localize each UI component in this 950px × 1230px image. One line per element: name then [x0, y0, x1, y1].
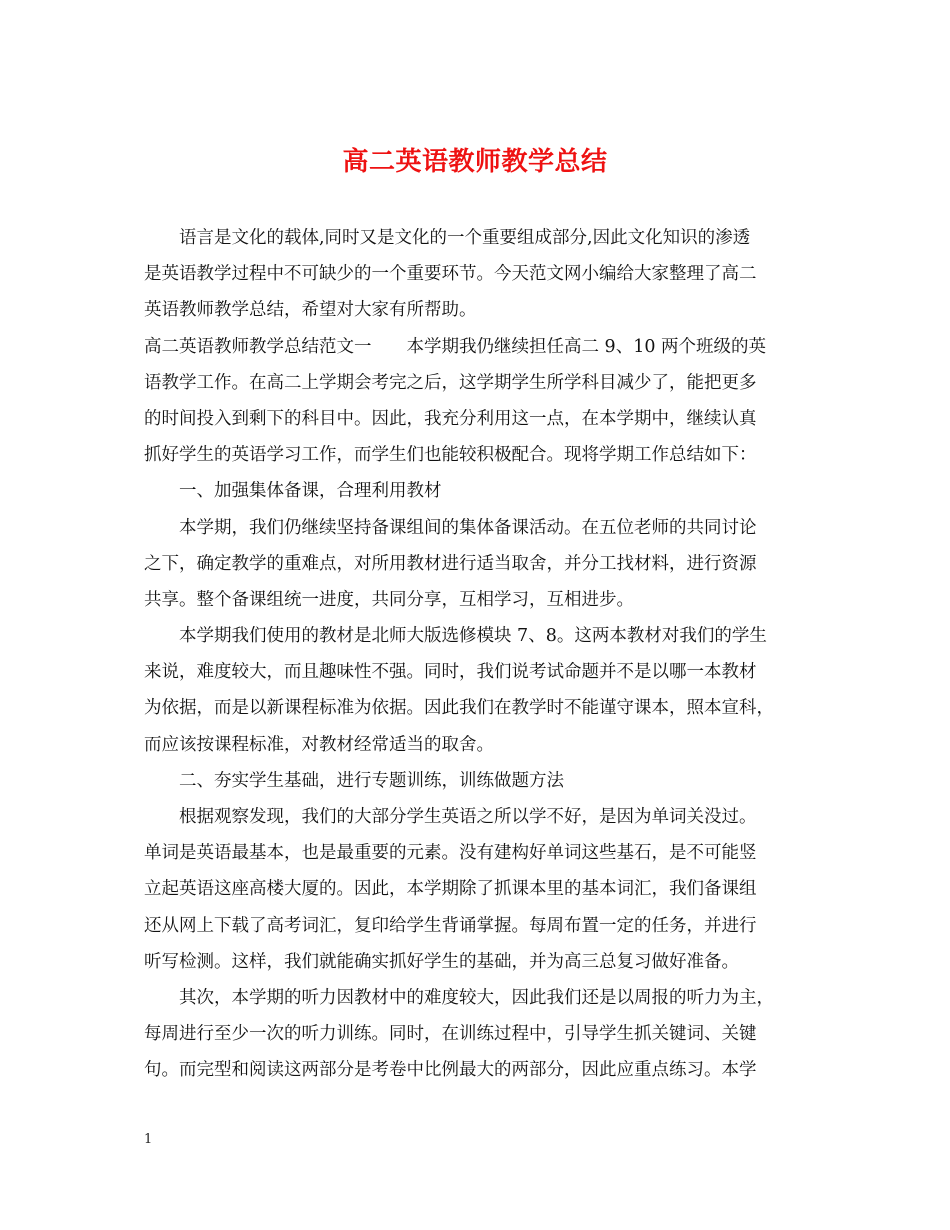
- paragraph-line: 还从网上下载了高考词汇，复印给学生背诵掌握。每周布置一定的任务，并进行: [144, 915, 757, 936]
- paragraph-line: 本学期我们使用的教材是北师大版选修模块 7、8。这两本教材对我们的学生: [179, 626, 767, 647]
- paragraph-line: 单词是英语最基本，也是最重要的元素。没有建构好单词这些基石，是不可能竖: [144, 843, 757, 864]
- paragraph-line: 之下，确定教学的重难点，对所用教材进行适当取舍，并分工找材料，进行资源: [144, 553, 757, 574]
- paragraph-line: 共享。整个备课组统一进度，共同分享，互相学习，互相进步。: [144, 589, 634, 610]
- paragraph-line: 为依据，而是以新课程标准为依据。因此我们在教学时不能谨守课本，照本宣科，: [144, 698, 774, 719]
- paragraph-line: 的时间投入到剩下的科目中。因此，我充分利用这一点，在本学期中，继续认真: [144, 408, 757, 429]
- paragraph-line: 每周进行至少一次的听力训练。同时，在训练过程中，引导学生抓关键词、关键: [144, 1024, 757, 1045]
- paragraph-line: 英语教师教学总结，希望对大家有所帮助。: [144, 300, 477, 321]
- paragraph-line: 是英语教学过程中不可缺少的一个重要环节。今天范文网小编给大家整理了高二: [144, 264, 757, 285]
- paragraph-line: 其次，本学期的听力因教材中的难度较大，因此我们还是以周报的听力为主，: [179, 987, 774, 1008]
- section-heading: 二、夯实学生基础，进行专题训练，训练做题方法: [179, 770, 564, 791]
- paragraph-line: 本学期，我们仍继续坚持备课组间的集体备课活动。在五位老师的共同讨论: [179, 517, 757, 538]
- paragraph-line: 句。而完型和阅读这两部分是考卷中比例最大的两部分，因此应重点练习。本学: [144, 1060, 757, 1081]
- paragraph-line: 听写检测。这样，我们就能确实抓好学生的基础，并为高三总复习做好准备。: [144, 951, 739, 972]
- section-heading: 一、加强集体备课，合理利用教材: [179, 481, 442, 502]
- paragraph-line: 高二英语教师教学总结范文一 本学期我仍继续担任高二 9、10 两个班级的英: [144, 336, 767, 357]
- paragraph-line: 来说，难度较大，而且趣味性不强。同时，我们说考试命题并不是以哪一本教材: [144, 662, 757, 683]
- paragraph-line: 立起英语这座高楼大厦的。因此，本学期除了抓课本里的基本词汇，我们备课组: [144, 879, 757, 900]
- paragraph-line: 而应该按课程标准，对教材经常适当的取舍。: [144, 734, 494, 755]
- paragraph-line: 根据观察发现，我们的大部分学生英语之所以学不好，是因为单词关没过。: [179, 807, 757, 827]
- page-number: 1: [144, 1132, 153, 1147]
- document-title: 高二英语教师教学总结: [342, 147, 608, 177]
- paragraph-line: 语教学工作。在高二上学期会考完之后，这学期学生所学科目减少了，能把更多: [144, 372, 757, 393]
- document-body: [144, 220, 804, 1089]
- paragraph-line: 抓好学生的英语学习工作，而学生们也能较积极配合。现将学期工作总结如下：: [144, 445, 757, 466]
- paragraph-line: 语言是文化的载体,同时又是文化的一个重要组成部分,因此文化知识的渗透: [179, 228, 751, 248]
